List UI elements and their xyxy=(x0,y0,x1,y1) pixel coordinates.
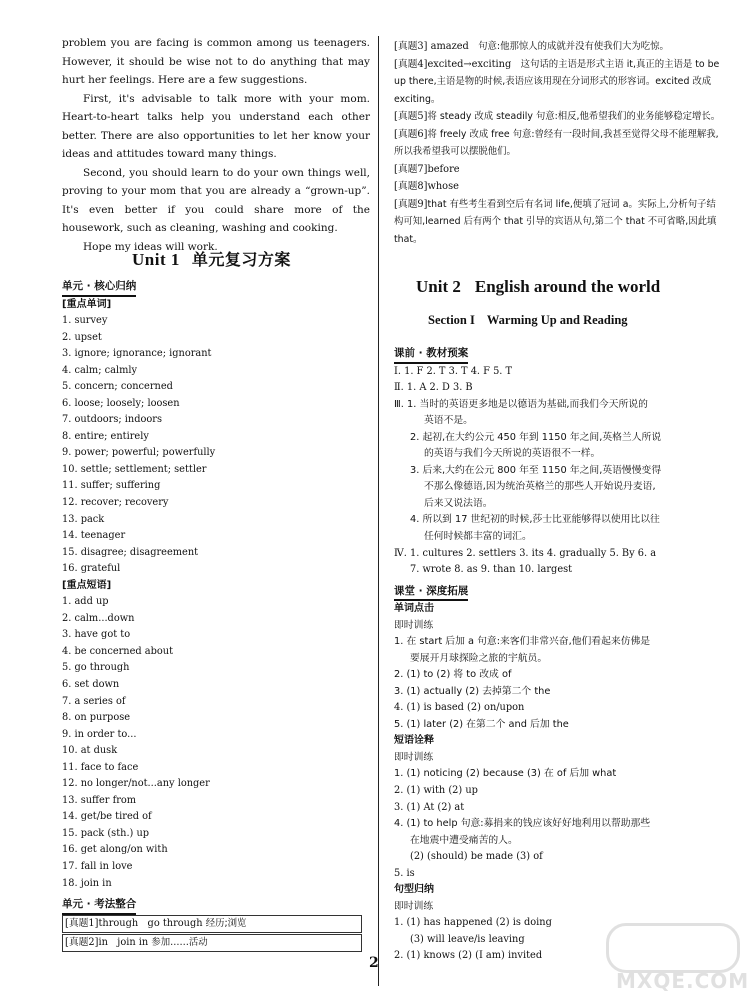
exam-item xyxy=(394,56,722,109)
list-item: 17. fall in love xyxy=(62,861,133,872)
answer-line: (3) will leave/is leaving xyxy=(410,933,525,945)
answer-line: 2. (1) to (2) 将 to 改成 of xyxy=(394,669,512,681)
exam-note: excited 改成 exciting。 xyxy=(394,76,712,105)
list-item: 3. have got to xyxy=(62,629,131,641)
exam-note: 句意:他那惊人的成就并没有使我们大为吃惊。 xyxy=(478,41,669,52)
answer-line: 英语不是。 xyxy=(424,415,473,427)
exam-tag: [真题5] xyxy=(394,111,428,122)
watermark-badge xyxy=(606,923,740,973)
exam-answer: before xyxy=(427,163,460,175)
answer-line: 3. (1) actually (2) 去掉第二个 the xyxy=(394,685,551,697)
exam-tag: [真题4] xyxy=(394,58,428,70)
exam-item xyxy=(394,126,722,161)
section-head-core: 单元 · 核心归纳 xyxy=(62,278,136,297)
answer-line: 2. 起初,在大约公元 450 年到 1150 年之间,英格兰人所说 xyxy=(410,431,662,443)
section-title-num: Section I xyxy=(428,313,475,327)
list-item: 3. ignore; ignorance; ignorant xyxy=(62,348,212,360)
list-item: 16. grateful xyxy=(62,563,121,575)
unit2-answers xyxy=(394,341,724,965)
list-item: 16. get along/on with xyxy=(62,844,168,856)
exam-tag: [真题7] xyxy=(394,163,428,175)
answer-line: Ⅳ. 1. cultures 2. settlers 3. its 4. gradually 5. By 6. a xyxy=(394,547,657,559)
exam-tag: [真题2] xyxy=(65,936,99,948)
list-item: 7. a series of xyxy=(62,695,126,707)
exam-phrase: go through xyxy=(147,917,203,929)
exam-item xyxy=(62,934,362,952)
list-item: 6. loose; loosely; loosen xyxy=(62,397,180,409)
paragraph: problem you are facing is common among us teenagers. However, it should be wise not to do anything that may hurt her feelings. Here are a few suggestions. xyxy=(62,37,370,86)
patterns-head: 句型归纳 xyxy=(394,884,434,896)
list-item: 10. at dusk xyxy=(62,745,118,757)
key-phrases-head: [重点短语] xyxy=(62,579,112,591)
key-phrases-list xyxy=(62,594,362,892)
answer-line: 1. (1) has happened (2) is doing xyxy=(394,917,552,929)
unit1-title xyxy=(132,247,291,270)
exam-answer: excited→exciting xyxy=(427,58,512,70)
list-item: 5. go through xyxy=(62,662,130,674)
list-item: 13. pack xyxy=(62,513,105,525)
list-item: 9. in order to... xyxy=(62,728,137,740)
answer-line: 3. 后来,大约在公元 800 年至 1150 年之间,英语慢慢变得 xyxy=(410,464,662,476)
exam-note: 将 freely 改成 free 句意:曾经有一段时间,我甚至觉得父母不能理解我,所以我希望我可以摆脱他们。 xyxy=(394,128,719,157)
section-head-class: 课堂 · 深度拓展 xyxy=(394,583,468,602)
exam-answer: whose xyxy=(427,181,459,192)
list-item: 6. set down xyxy=(62,678,120,690)
phrases-head: 短语诠释 xyxy=(394,735,434,747)
exam-answers xyxy=(394,38,722,248)
list-item: 10. settle; settlement; settler xyxy=(62,463,207,475)
section-head-pre: 课前 · 教材预案 xyxy=(394,345,468,364)
unit2-title-name: English around the world xyxy=(474,277,661,296)
exam-tag: [真题1] xyxy=(65,917,99,929)
list-item: 14. teenager xyxy=(62,530,126,542)
exam-tag: [真题3] xyxy=(394,41,428,52)
answer-line: 7. wrote 8. as 9. than 10. largest xyxy=(410,564,573,576)
exam-note: that 有些考生看到空后有名词 life,便填了冠词 a。实际上,分析句子结构可知,learned 后有两个 that 引导的宾语从句,第二个 that 不可省略,因此填 that。 xyxy=(394,198,717,245)
list-item: 7. outdoors; indoors xyxy=(62,414,163,426)
list-item: 9. power; powerful; powerfully xyxy=(62,447,216,459)
answer-line: 3. (1) At (2) at xyxy=(394,801,465,813)
answer-line: Ⅰ. 1. F 2. T 3. T 4. F 5. T xyxy=(394,365,513,377)
key-words-list xyxy=(62,313,362,578)
answer-line: 4. (1) is based (2) on/upon xyxy=(394,702,525,714)
drill-label: 即时训练 xyxy=(394,751,434,763)
answer-line: 5. is xyxy=(394,867,415,879)
exam-answer: amazed xyxy=(430,41,469,52)
unit1-review xyxy=(62,274,362,953)
exam-item xyxy=(62,915,362,933)
column-divider xyxy=(378,36,379,986)
exam-tag: [真题8] xyxy=(394,181,428,192)
section-title-name: Warming Up and Reading xyxy=(486,313,628,327)
list-item: 13. suffer from xyxy=(62,794,137,806)
essay-text xyxy=(62,34,370,256)
paragraph: Hope my ideas will work. xyxy=(83,240,218,253)
drill-label: 即时训练 xyxy=(394,619,434,631)
list-item: 12. recover; recovery xyxy=(62,497,169,509)
exam-note: 这句话的主语是形式主语 it,真正的主语是 to be up there,主语是物的时候,表语应该用现在分词形式的形容词。 xyxy=(394,58,720,87)
answer-line: 的英语与我们今天所说的英语很不一样。 xyxy=(424,448,601,460)
answer-line: 4. (1) to help 句意:募捐来的钱应该好好地利用以帮助那些 xyxy=(394,818,651,830)
key-words-head: [重点单词] xyxy=(62,298,112,310)
exam-answer: through xyxy=(98,917,139,929)
unit1-title-cn: 单元复习方案 xyxy=(191,250,291,269)
paragraph: First, it's advisable to talk more with your mom. Heart-to-heart talks help you understand each other better. There are also opportunities to let her know your ideas and attitudes toward many things. xyxy=(62,92,370,160)
exam-item xyxy=(394,196,722,249)
exam-note: 参加……活动 xyxy=(151,936,208,948)
list-item: 15. disagree; disagreement xyxy=(62,546,199,558)
answer-line: 2. (1) knows (2) (I am) invited xyxy=(394,950,543,962)
drill-label: 即时训练 xyxy=(394,900,434,912)
list-item: 11. face to face xyxy=(62,761,139,773)
exam-tag: [真题6] xyxy=(394,128,428,140)
list-item: 4. calm; calmly xyxy=(62,364,138,376)
exam-note: 将 steady 改成 steadily 句意:相反,他希望我们的业务能够稳定增长。 xyxy=(427,111,721,122)
words-head: 单词点击 xyxy=(394,603,434,615)
section-title xyxy=(428,313,628,328)
answer-line: 不那么像德语,因为统治英格兰的那些人开始说丹麦语, xyxy=(424,481,656,493)
list-item: 14. get/be tired of xyxy=(62,811,152,823)
unit2-title xyxy=(416,277,660,297)
exam-item xyxy=(394,178,722,196)
answer-line: Ⅲ. 1. 当时的英语更多地是以德语为基础,而我们今天所说的 xyxy=(394,398,648,410)
answer-line: Ⅱ. 1. A 2. D 3. B xyxy=(394,382,473,394)
section-head-exam: 单元 · 考法整合 xyxy=(62,896,136,915)
unit2-title-num: Unit 2 xyxy=(416,277,461,296)
list-item: 1. survey xyxy=(62,315,108,326)
answer-line: 5. (1) later (2) 在第二个 and 后加 the xyxy=(394,718,569,730)
answer-line: 后来又说法语。 xyxy=(424,497,493,509)
exam-answer: in xyxy=(98,936,108,948)
exam-item xyxy=(394,38,722,56)
exam-item xyxy=(394,108,722,126)
list-item: 8. entire; entirely xyxy=(62,430,149,442)
answer-line: 1. 在 start 后加 a 句意:来客们非常兴奋,他们看起来仿佛是 xyxy=(394,636,651,648)
list-item: 8. on purpose xyxy=(62,712,131,724)
answer-line: 2. (1) with (2) up xyxy=(394,785,478,797)
answer-line: 要展开月球探险之旅的宇航员。 xyxy=(410,652,548,664)
exam-tag: [真题9] xyxy=(394,198,428,210)
unit1-title-en: Unit 1 xyxy=(132,250,180,269)
exam-phrase: join in xyxy=(117,936,149,948)
answer-line: 4. 所以到 17 世纪初的时候,莎士比亚能够得以使用比以往 xyxy=(410,514,660,526)
exam-item xyxy=(394,161,722,179)
list-item: 1. add up xyxy=(62,596,109,608)
list-item: 11. suffer; suffering xyxy=(62,480,161,492)
paragraph: Second, you should learn to do your own things well, proving to your mom that you are already a “grown-up”. It's even better if you could share more of the housework, such as cleaning, washing and cooking. xyxy=(62,166,370,234)
watermark-text: MXQE.COM xyxy=(616,969,750,993)
answer-line: 任何时候都丰富的词汇。 xyxy=(424,530,532,542)
list-item: 2. upset xyxy=(62,331,102,343)
answer-line: 在地震中遭受痛苦的人。 xyxy=(410,834,518,846)
list-item: 4. be concerned about xyxy=(62,645,174,657)
list-item: 15. pack (sth.) up xyxy=(62,827,150,839)
answer-line: 1. (1) noticing (2) because (3) 在 of 后加 what xyxy=(394,768,617,780)
list-item: 18. join in xyxy=(62,877,112,889)
exam-note: 经历;浏览 xyxy=(205,917,247,929)
page-number: 2 xyxy=(369,955,379,971)
list-item: 5. concern; concerned xyxy=(62,381,173,393)
watermark-logo xyxy=(606,923,750,993)
list-item: 2. calm...down xyxy=(62,612,135,624)
answer-line: (2) (should) be made (3) of xyxy=(410,851,543,863)
list-item: 12. no longer/not...any longer xyxy=(62,778,210,790)
